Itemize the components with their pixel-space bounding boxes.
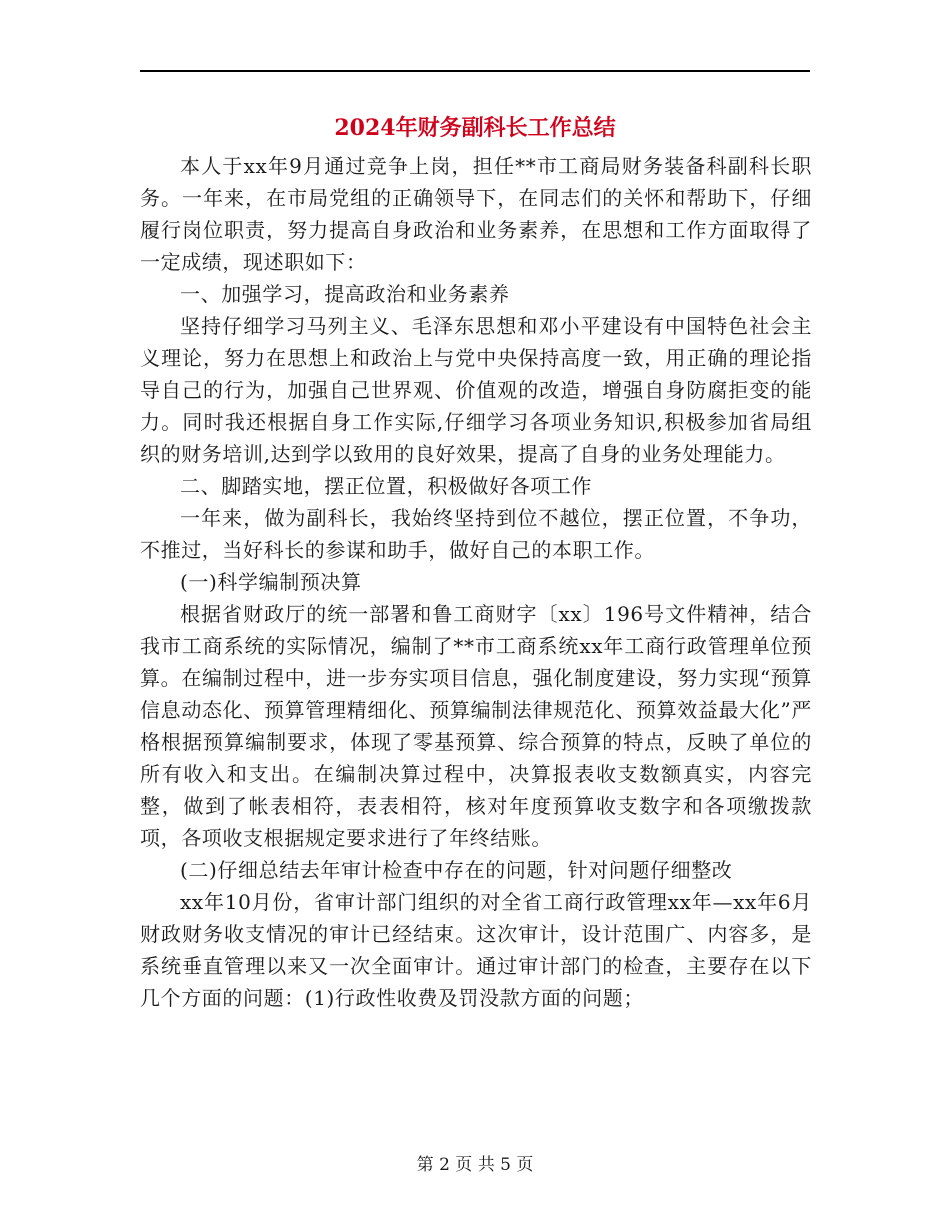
paragraph-intro: 本人于xx年9月通过竞争上岗，担任**市工商局财务装备科副科长职务。一年来，在市局党组的正确领导下，在同志们的关怀和帮助下，仔细履行岗位职责，努力提高自身政治和业务素养，在思想和工作方面取得了一定成绩，现述职如下：: [140, 154, 812, 274]
subsection-heading-1: (一)科学编制预决算: [180, 570, 362, 594]
page-number: 第 2 页 共 5 页: [416, 1155, 534, 1175]
section-heading-2: 二、脚踏实地，摆正位置，积极做好各项工作: [180, 474, 592, 498]
paragraph-study: 坚持仔细学习马列主义、毛泽东思想和邓小平建设有中国特色社会主义理论，努力在思想上和政治上与党中央保持高度一致，用正确的理论指导自己的行为，加强自己世界观、价值观的改造，增强自身防腐拒变的能力。同时我还根据自身工作实际,仔细学习各项业务知识,积极参加省局组织的财务培训,达到学以致用的良好效果，提高了自身的业务处理能力。: [140, 314, 812, 466]
header-rule: [140, 70, 810, 72]
document-body: [140, 150, 812, 1014]
document-title: 2024年财务副科长工作总结: [334, 115, 616, 141]
section-heading-1: 一、加强学习，提高政治和业务素养: [180, 282, 510, 306]
paragraph-role: 一年来，做为副科长，我始终坚持到位不越位，摆正位置，不争功，不推过，当好科长的参谋和助手，做好自己的本职工作。: [140, 506, 812, 562]
subsection-heading-2: (二)仔细总结去年审计检查中存在的问题，针对问题仔细整改: [180, 858, 733, 882]
paragraph-audit: xx年10月份，省审计部门组织的对全省工商行政管理xx年—xx年6月财政财务收支情况的审计已经结束。这次审计，设计范围广、内容多，是系统垂直管理以来又一次全面审计。通过审计部门的检查，主要存在以下几个方面的问题：(1)行政性收费及罚没款方面的问题；: [140, 890, 812, 1010]
paragraph-budget: 根据省财政厅的统一部署和鲁工商财字〔xx〕196号文件精神，结合我市工商系统的实际情况，编制了**市工商系统xx年工商行政管理单位预算。在编制过程中，进一步夯实项目信息，强化制度建设，努力实现“预算信息动态化、预算管理精细化、预算编制法律规范化、预算效益最大化”严格根据预算编制要求，体现了零基预算、综合预算的特点，反映了单位的所有收入和支出。在编制决算过程中，决算报表收支数额真实，内容完整，做到了帐表相符，表表相符，核对年度预算收支数字和各项缴拨款项，各项收支根据规定要求进行了年终结账。: [140, 602, 812, 850]
